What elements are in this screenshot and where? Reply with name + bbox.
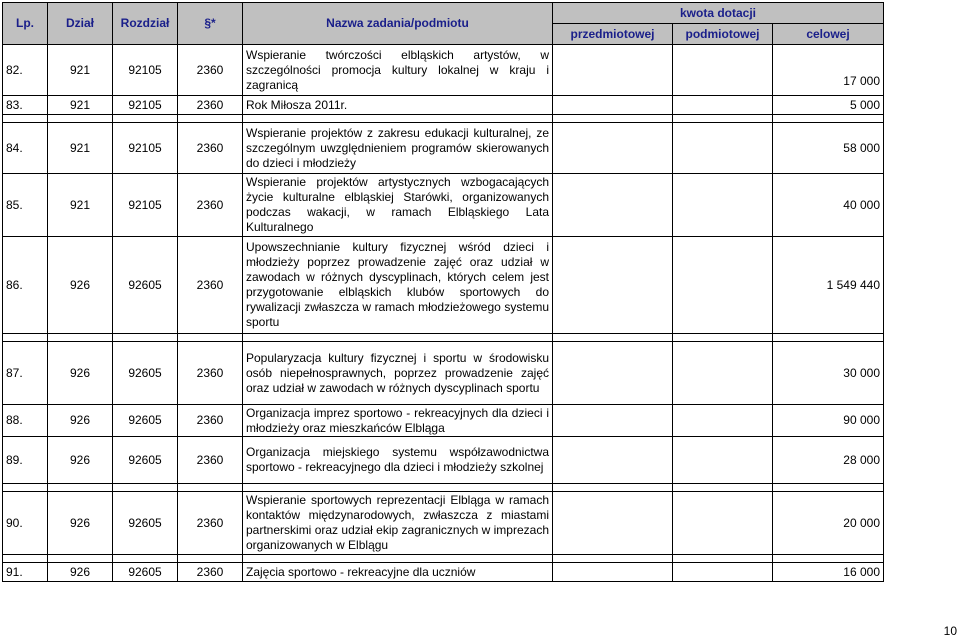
cell-nazwa: Wspieranie projektów z zakresu edukacji kulturalnej, ze szczególnym uwzględnieniem programów skierowanych do dzieci i młodzieży (243, 123, 553, 174)
cell-nazwa: Zajęcia sportowo - rekreacyjne dla uczniów (243, 563, 553, 582)
row-spacer (3, 334, 884, 342)
cell-lp: 89. (3, 437, 48, 484)
table-row (3, 123, 884, 174)
cell-dzial: 921 (48, 174, 113, 237)
cell-paragraf: 2360 (178, 492, 243, 555)
table-header-row (3, 3, 884, 24)
cell-dzial: 926 (48, 342, 113, 405)
header-dzial: Dział (48, 3, 113, 45)
cell-nazwa: Organizacja imprez sportowo - rekreacyjnych dla dzieci i młodzieży oraz mieszkańców Elbląga (243, 405, 553, 437)
table-row (3, 45, 884, 96)
table-row (3, 96, 884, 115)
cell-nazwa: Wspieranie sportowych reprezentacji Elbląga w ramach kontaktów międzynarodowych, zwłaszcza z miastami partnerskimi oraz udział ekip zagranicznych w imprezach organizowanych w Elblągu (243, 492, 553, 555)
cell-rozdzial: 92605 (113, 563, 178, 582)
cell-podmiotowej (673, 405, 773, 437)
cell-rozdzial: 92605 (113, 342, 178, 405)
cell-nazwa: Wspieranie twórczości elbląskich artystów, w szczególności promocja kultury lokalnej w kraju i zagranicą (243, 45, 553, 96)
cell-podmiotowej (673, 123, 773, 174)
header-podmiotowej: podmiotowej (673, 24, 773, 45)
cell-przedmiotowej (553, 437, 673, 484)
cell-lp: 84. (3, 123, 48, 174)
cell-rozdzial: 92105 (113, 96, 178, 115)
header-nazwa: Nazwa zadania/podmiotu (243, 3, 553, 45)
cell-dzial: 926 (48, 563, 113, 582)
table-row (3, 437, 884, 484)
cell-podmiotowej (673, 342, 773, 405)
cell-przedmiotowej (553, 492, 673, 555)
cell-podmiotowej (673, 174, 773, 237)
cell-dzial: 926 (48, 492, 113, 555)
table-row (3, 237, 884, 334)
cell-paragraf: 2360 (178, 96, 243, 115)
header-lp: Lp. (3, 3, 48, 45)
cell-rozdzial: 92605 (113, 492, 178, 555)
cell-paragraf: 2360 (178, 123, 243, 174)
table-row (3, 563, 884, 582)
cell-celowej: 40 000 (773, 174, 884, 237)
cell-paragraf: 2360 (178, 237, 243, 334)
header-rozdzial: Rozdział (113, 3, 178, 45)
cell-celowej: 5 000 (773, 96, 884, 115)
cell-dzial: 926 (48, 437, 113, 484)
cell-paragraf: 2360 (178, 174, 243, 237)
cell-podmiotowej (673, 96, 773, 115)
row-spacer (3, 555, 884, 563)
cell-lp: 85. (3, 174, 48, 237)
cell-lp: 91. (3, 563, 48, 582)
cell-celowej: 90 000 (773, 405, 884, 437)
cell-przedmiotowej (553, 96, 673, 115)
cell-paragraf: 2360 (178, 405, 243, 437)
cell-lp: 83. (3, 96, 48, 115)
cell-rozdzial: 92605 (113, 237, 178, 334)
cell-nazwa: Rok Miłosza 2011r. (243, 96, 553, 115)
table-row (3, 342, 884, 405)
header-paragraf: §* (178, 3, 243, 45)
cell-podmiotowej (673, 437, 773, 484)
cell-rozdzial: 92105 (113, 123, 178, 174)
header-kwota-dotacji: kwota dotacji (553, 3, 884, 24)
cell-celowej: 17 000 (773, 45, 884, 96)
cell-celowej: 58 000 (773, 123, 884, 174)
cell-celowej: 1 549 440 (773, 237, 884, 334)
cell-paragraf: 2360 (178, 45, 243, 96)
cell-rozdzial: 92105 (113, 45, 178, 96)
cell-przedmiotowej (553, 237, 673, 334)
cell-rozdzial: 92605 (113, 437, 178, 484)
row-spacer (3, 115, 884, 123)
cell-nazwa: Upowszechnianie kultury fizycznej wśród dzieci i młodzieży poprzez prowadzenie zajęć oraz udział w zawodach w różnych dyscyplinach, których celem jest przygotowanie elbląskich klubów sportowych do rywalizacji zwłaszcza w ramach młodzieżowego systemu sportu (243, 237, 553, 334)
cell-celowej: 30 000 (773, 342, 884, 405)
cell-lp: 90. (3, 492, 48, 555)
cell-przedmiotowej (553, 342, 673, 405)
cell-dzial: 926 (48, 405, 113, 437)
cell-lp: 87. (3, 342, 48, 405)
cell-dzial: 921 (48, 96, 113, 115)
cell-dzial: 921 (48, 45, 113, 96)
cell-paragraf: 2360 (178, 563, 243, 582)
cell-dzial: 926 (48, 237, 113, 334)
cell-paragraf: 2360 (178, 342, 243, 405)
cell-podmiotowej (673, 492, 773, 555)
cell-przedmiotowej (553, 405, 673, 437)
header-przedmiotowej: przedmiotowej (553, 24, 673, 45)
cell-przedmiotowej (553, 123, 673, 174)
cell-rozdzial: 92105 (113, 174, 178, 237)
subsidy-table (2, 2, 884, 582)
header-celowej: celowej (773, 24, 884, 45)
cell-nazwa: Organizacja miejskiego systemu współzawodnictwa sportowo - rekreacyjnego dla dzieci i młodzieży szkolnej (243, 437, 553, 484)
cell-przedmiotowej (553, 45, 673, 96)
row-spacer (3, 484, 884, 492)
cell-przedmiotowej (553, 174, 673, 237)
cell-celowej: 16 000 (773, 563, 884, 582)
cell-paragraf: 2360 (178, 437, 243, 484)
cell-podmiotowej (673, 45, 773, 96)
cell-nazwa: Wspieranie projektów artystycznych wzbogacających życie kulturalne elbląskiej Starówki, organizowanych podczas wakacji, w ramach Elbląskiego Lata Kulturalnego (243, 174, 553, 237)
cell-podmiotowej (673, 563, 773, 582)
cell-przedmiotowej (553, 563, 673, 582)
cell-podmiotowej (673, 237, 773, 334)
table-row (3, 174, 884, 237)
cell-lp: 86. (3, 237, 48, 334)
table-row (3, 405, 884, 437)
cell-lp: 82. (3, 45, 48, 96)
cell-celowej: 20 000 (773, 492, 884, 555)
cell-celowej: 28 000 (773, 437, 884, 484)
cell-nazwa: Popularyzacja kultury fizycznej i sportu w środowisku osób niepełnosprawnych, poprzez prowadzenie zajęć oraz udział w zawodach w różnych dyscyplinach sportu (243, 342, 553, 405)
cell-dzial: 921 (48, 123, 113, 174)
table-row (3, 492, 884, 555)
page-number: 10 (943, 624, 957, 638)
cell-lp: 88. (3, 405, 48, 437)
cell-rozdzial: 92605 (113, 405, 178, 437)
